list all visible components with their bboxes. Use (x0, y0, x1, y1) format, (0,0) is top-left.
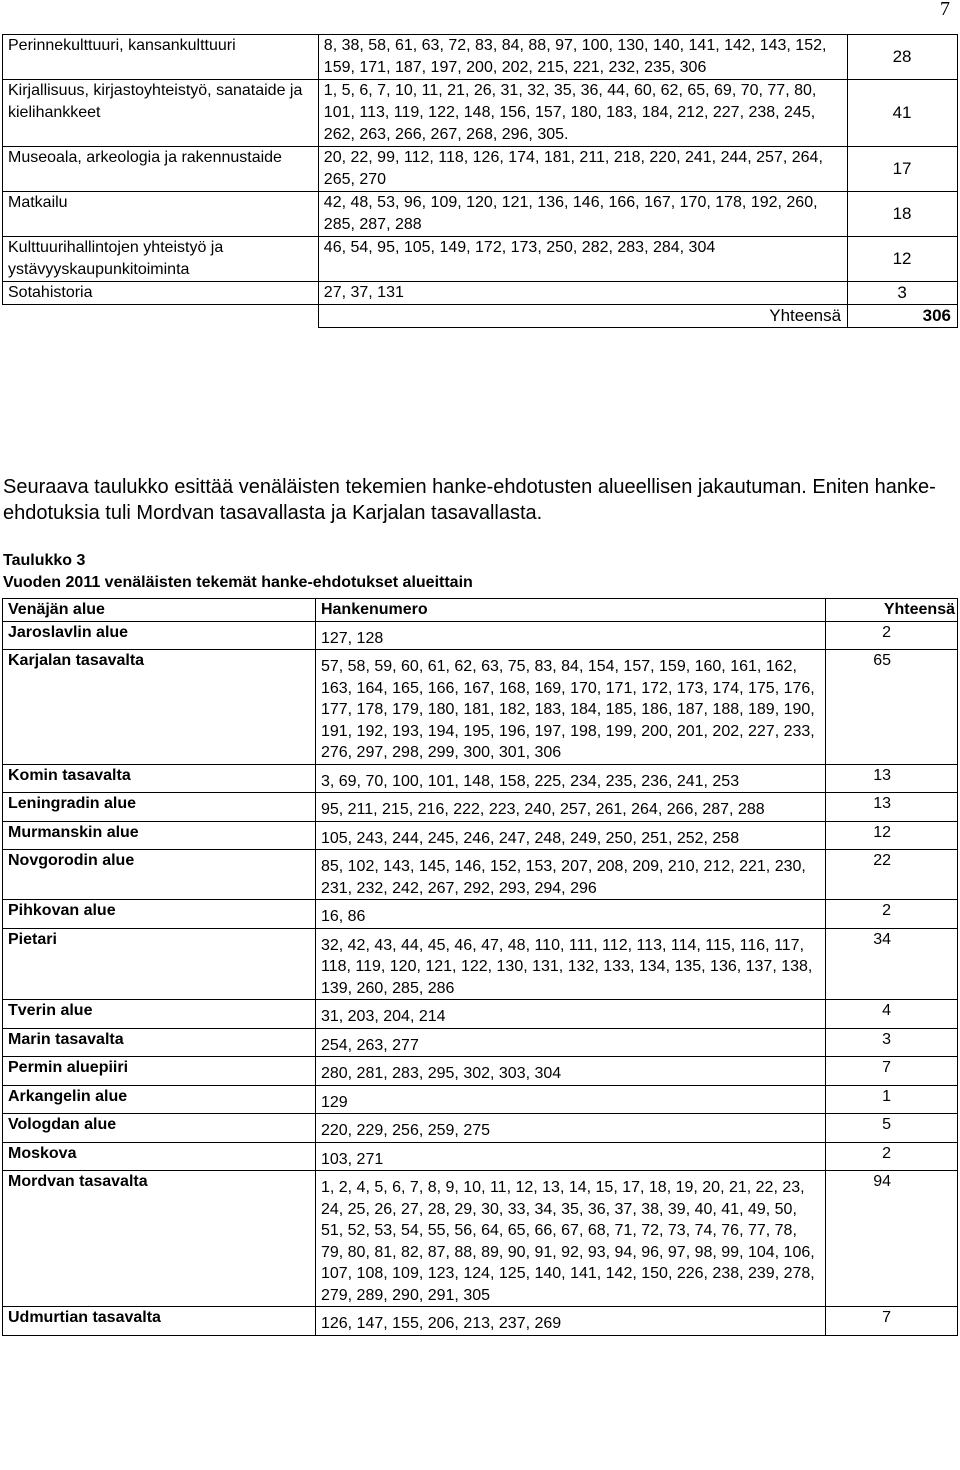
table-row (3, 192, 958, 237)
project-numbers-cell: 1, 2, 4, 5, 6, 7, 8, 9, 10, 11, 12, 13, 14, 15, 17, 18, 19, 20, 21, 22, 23, 24, 25, 26, 27, 28, 29, 30, 33, 34, 35, 36, 37, 38, 39, 40, 41, 49, 50, 51, 52, 53, 54, 55, 56, 64, 65, 66, 67, 68, 71, 72, 73, 74, 76, 77, 78, 79, 80, 81, 82, 87, 88, 89, 90, 91, 92, 93, 94, 96, 97, 98, 99, 104, 106, 107, 108, 109, 123, 124, 125, 140, 141, 142, 150, 226, 238, 239, 278, 279, 289, 290, 291, 305 (315, 1171, 825, 1307)
table-row (3, 793, 958, 822)
table-row (3, 147, 958, 192)
count-cell: 4 (825, 1000, 957, 1029)
project-numbers-cell: 42, 48, 53, 96, 109, 120, 121, 136, 146, 166, 167, 170, 178, 192, 260, 285, 287, 288 (318, 192, 847, 237)
count-cell: 41 (848, 80, 958, 147)
table-row (3, 1171, 958, 1307)
project-numbers-cell: 220, 229, 256, 259, 275 (315, 1114, 825, 1143)
table-row (3, 1057, 958, 1086)
region-cell: Pihkovan alue (3, 900, 316, 929)
count-cell: 2 (825, 1142, 957, 1171)
table-row (3, 821, 958, 850)
table-row (3, 282, 958, 305)
count-cell: 3 (848, 282, 958, 305)
region-cell: Moskova (3, 1142, 316, 1171)
project-numbers-cell: 20, 22, 99, 112, 118, 126, 174, 181, 211, 218, 220, 241, 244, 257, 264, 265, 270 (318, 147, 847, 192)
project-numbers-cell: 46, 54, 95, 105, 149, 172, 173, 250, 282, 283, 284, 304 (318, 237, 847, 282)
header-numbers: Hankenumero (315, 599, 825, 622)
project-numbers-cell: 3, 69, 70, 100, 101, 148, 158, 225, 234, 235, 236, 241, 253 (315, 764, 825, 793)
total-row (3, 305, 958, 328)
table-row (3, 35, 958, 80)
region-cell: Marin tasavalta (3, 1028, 316, 1057)
project-numbers-cell: 1, 5, 6, 7, 10, 11, 21, 26, 31, 32, 35, 36, 44, 60, 62, 65, 69, 70, 77, 80, 101, 113, 119, 122, 148, 156, 157, 180, 183, 184, 212, 227, 238, 245, 262, 263, 266, 267, 268, 296, 305. (318, 80, 847, 147)
total-label: Yhteensä (318, 305, 847, 328)
page-number: 7 (940, 0, 950, 20)
region-cell: Arkangelin alue (3, 1085, 316, 1114)
count-cell: 22 (825, 850, 957, 900)
project-numbers-cell: 103, 271 (315, 1142, 825, 1171)
region-cell: Leningradin alue (3, 793, 316, 822)
region-cell: Mordvan tasavalta (3, 1171, 316, 1307)
count-cell: 94 (825, 1171, 957, 1307)
count-cell: 13 (825, 764, 957, 793)
table-row (3, 650, 958, 765)
count-cell: 12 (848, 237, 958, 282)
category-cell: Sotahistoria (3, 282, 319, 305)
project-numbers-cell: 105, 243, 244, 245, 246, 247, 248, 249, 250, 251, 252, 258 (315, 821, 825, 850)
project-numbers-cell: 85, 102, 143, 145, 146, 152, 153, 207, 208, 209, 210, 212, 221, 230, 231, 232, 242, 267, 292, 293, 294, 296 (315, 850, 825, 900)
count-cell: 18 (848, 192, 958, 237)
table-row (3, 900, 958, 929)
count-cell: 2 (825, 900, 957, 929)
project-numbers-cell: 57, 58, 59, 60, 61, 62, 63, 75, 83, 84, 154, 157, 159, 160, 161, 162, 163, 164, 165, 166, 167, 168, 169, 170, 171, 172, 173, 174, 175, 176, 177, 178, 179, 180, 181, 182, 183, 184, 185, 186, 187, 188, 189, 190, 191, 192, 193, 194, 195, 196, 197, 198, 199, 200, 201, 202, 227, 233, 276, 297, 298, 299, 300, 301, 306 (315, 650, 825, 765)
region-cell: Novgorodin alue (3, 850, 316, 900)
table-row (3, 1142, 958, 1171)
total-value: 306 (848, 305, 958, 328)
region-cell: Udmurtian tasavalta (3, 1307, 316, 1336)
region-cell: Pietari (3, 928, 316, 1000)
region-cell: Jaroslavlin alue (3, 621, 316, 650)
project-numbers-cell: 254, 263, 277 (315, 1028, 825, 1057)
count-cell: 13 (825, 793, 957, 822)
count-cell: 34 (825, 928, 957, 1000)
table-row (3, 621, 958, 650)
region-table-body (3, 621, 958, 1335)
category-summary-table (2, 34, 958, 328)
table-row (3, 237, 958, 282)
category-cell: Kulttuurihallintojen yhteistyö ja ystävyyskaupunkitoiminta (3, 237, 319, 282)
count-cell: 3 (825, 1028, 957, 1057)
table-label: Taulukko 3 (3, 552, 86, 569)
project-numbers-cell: 126, 147, 155, 206, 213, 237, 269 (315, 1307, 825, 1336)
table-header-row (3, 599, 958, 622)
region-cell: Vologdan alue (3, 1114, 316, 1143)
project-numbers-cell: 280, 281, 283, 295, 302, 303, 304 (315, 1057, 825, 1086)
category-cell: Perinnekulttuuri, kansankulttuuri (3, 35, 319, 80)
count-cell: 1 (825, 1085, 957, 1114)
table-row (3, 1307, 958, 1336)
category-cell: Matkailu (3, 192, 319, 237)
table-row (3, 764, 958, 793)
region-cell: Murmanskin alue (3, 821, 316, 850)
count-cell: 7 (825, 1307, 957, 1336)
intro-paragraph: Seuraava taulukko esittää venäläisten tekemien hanke-ehdotusten alueellisen jakautuman. Eniten hanke-ehdotuksia tuli Mordvan tasavallasta ja Karjalan tasavallasta. (3, 476, 936, 524)
count-cell: 65 (825, 650, 957, 765)
table-title: Vuoden 2011 venäläisten tekemät hanke-ehdotukset alueittain (3, 574, 473, 591)
project-numbers-cell: 16, 86 (315, 900, 825, 929)
category-cell: Museoala, arkeologia ja rakennustaide (3, 147, 319, 192)
table-row (3, 1000, 958, 1029)
table-row (3, 80, 958, 147)
header-region: Venäjän alue (3, 599, 316, 622)
table-row (3, 1085, 958, 1114)
table-row (3, 1114, 958, 1143)
count-cell: 7 (825, 1057, 957, 1086)
project-numbers-cell: 31, 203, 204, 214 (315, 1000, 825, 1029)
region-cell: Permin aluepiiri (3, 1057, 316, 1086)
count-cell: 2 (825, 621, 957, 650)
project-numbers-cell: 129 (315, 1085, 825, 1114)
table-row (3, 850, 958, 900)
project-numbers-cell: 95, 211, 215, 216, 222, 223, 240, 257, 261, 264, 266, 287, 288 (315, 793, 825, 822)
table-row (3, 928, 958, 1000)
region-cell: Komin tasavalta (3, 764, 316, 793)
header-count: Yhteensä (825, 599, 957, 622)
region-cell: Tverin alue (3, 1000, 316, 1029)
region-cell: Karjalan tasavalta (3, 650, 316, 765)
category-cell: Kirjallisuus, kirjastoyhteistyö, sanataide ja kielihankkeet (3, 80, 319, 147)
count-cell: 28 (848, 35, 958, 80)
count-cell: 5 (825, 1114, 957, 1143)
table-row (3, 1028, 958, 1057)
project-numbers-cell: 127, 128 (315, 621, 825, 650)
project-numbers-cell: 32, 42, 43, 44, 45, 46, 47, 48, 110, 111, 112, 113, 114, 115, 116, 117, 118, 119, 120, 121, 122, 130, 131, 132, 133, 134, 135, 136, 137, 138, 139, 260, 285, 286 (315, 928, 825, 1000)
project-numbers-cell: 27, 37, 131 (318, 282, 847, 305)
region-table (2, 598, 958, 1336)
project-numbers-cell: 8, 38, 58, 61, 63, 72, 83, 84, 88, 97, 100, 130, 140, 141, 142, 143, 152, 159, 171, 187, 197, 200, 202, 215, 221, 232, 235, 306 (318, 35, 847, 80)
count-cell: 12 (825, 821, 957, 850)
blank-cell (3, 305, 319, 328)
count-cell: 17 (848, 147, 958, 192)
